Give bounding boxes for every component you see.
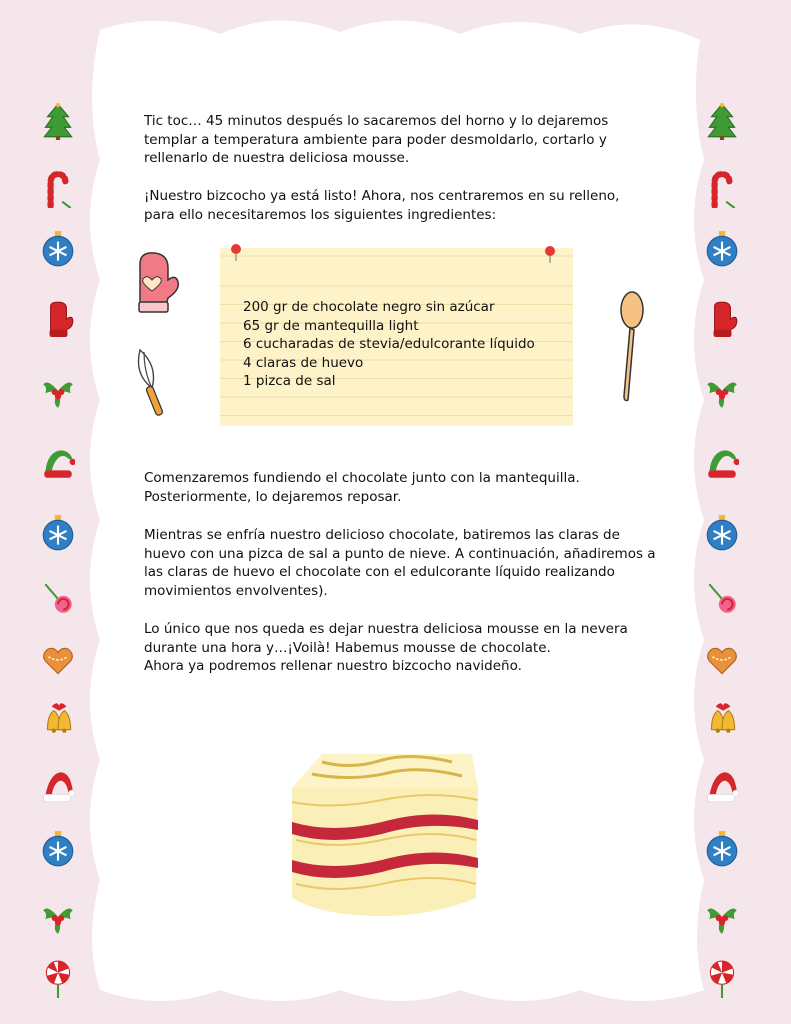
cake-slice-icon [282, 748, 482, 924]
tree-icon [705, 102, 739, 140]
lollipop-icon [705, 580, 739, 618]
step3-line: Ahora ya podremos rellenar nuestro bizcocho navideño. [144, 658, 522, 674]
lollipop-icon [41, 580, 75, 618]
peppermint-lollipop-icon [41, 960, 75, 998]
tree-icon [41, 102, 75, 140]
holly-icon [705, 372, 739, 410]
candy-cane-icon [705, 170, 739, 208]
mitten-icon [41, 300, 75, 338]
oven-mitt-icon [128, 250, 180, 316]
ornament-icon [705, 230, 739, 268]
ingredient-item: 4 claras de huevo [243, 354, 364, 371]
pin-icon [542, 244, 560, 264]
ingredient-item: 200 gr de chocolate negro sin azúcar [243, 299, 495, 315]
candy-cane-icon [41, 170, 75, 208]
ready-paragraph [144, 187, 664, 224]
ingredients-list [243, 298, 535, 391]
step3-line: Lo único que nos queda es dejar nuestra deliciosa mousse en la nevera [144, 621, 628, 637]
ready-line: para ello necesitaremos los siguientes ingredientes: [144, 206, 497, 223]
ornament-icon [41, 514, 75, 552]
santa-hat-icon [41, 768, 75, 806]
bells-icon [705, 698, 739, 736]
intro-line: rellenarlo de nuestra deliciosa mousse. [144, 150, 410, 166]
intro-paragraph [144, 112, 664, 168]
elf-hat-icon [705, 444, 739, 482]
ornament-icon [41, 230, 75, 268]
step2-line: Mientras se enfría nuestro delicioso chocolate, batiremos las claras de [144, 527, 620, 543]
ingredient-item: 1 pizca de sal [243, 373, 336, 389]
ingredient-item: 65 gr de mantequilla light [243, 317, 419, 334]
santa-hat-icon [705, 768, 739, 806]
step1-line: Posteriormente, lo dejaremos reposar. [144, 488, 402, 505]
ready-line: ¡Nuestro bizcocho ya está listo! Ahora, nos centraremos en su relleno, [144, 188, 620, 204]
pin-icon [228, 242, 246, 262]
step2-line: huevo con una pizca de sal a punto de nieve. A continuación, añadiremos a [144, 545, 656, 562]
step1-line: Comenzaremos fundiendo el chocolate junto con la mantequilla. [144, 470, 580, 486]
intro-line: templar a temperatura ambiente para poder desmoldarlo, cortarlo y [144, 131, 607, 148]
step1-paragraph [144, 469, 664, 506]
step2-line: movimientos envolventes). [144, 582, 328, 599]
gingerbread-heart-icon [41, 642, 75, 680]
gingerbread-heart-icon [705, 642, 739, 680]
holly-icon [705, 898, 739, 936]
ornament-icon [705, 514, 739, 552]
ornament-icon [41, 830, 75, 868]
ingredient-item: 6 cucharadas de stevia/edulcorante líquido [243, 336, 535, 352]
step2-paragraph [144, 526, 664, 600]
step3-line: durante una hora y…¡Voilà! Habemus mousse de chocolate. [144, 639, 551, 656]
whisk-icon [134, 346, 174, 418]
mitten-icon [705, 300, 739, 338]
holly-icon [41, 898, 75, 936]
peppermint-lollipop-icon [705, 960, 739, 998]
bells-icon [41, 698, 75, 736]
holly-icon [41, 372, 75, 410]
step3-paragraph [144, 620, 664, 676]
step2-line: las claras de huevo el chocolate con el edulcorante líquido realizando [144, 564, 615, 580]
intro-line: Tic toc… 45 minutos después lo sacaremos del horno y lo dejaremos [144, 113, 609, 129]
ornament-icon [705, 830, 739, 868]
elf-hat-icon [41, 444, 75, 482]
wooden-spoon-icon [612, 290, 648, 404]
